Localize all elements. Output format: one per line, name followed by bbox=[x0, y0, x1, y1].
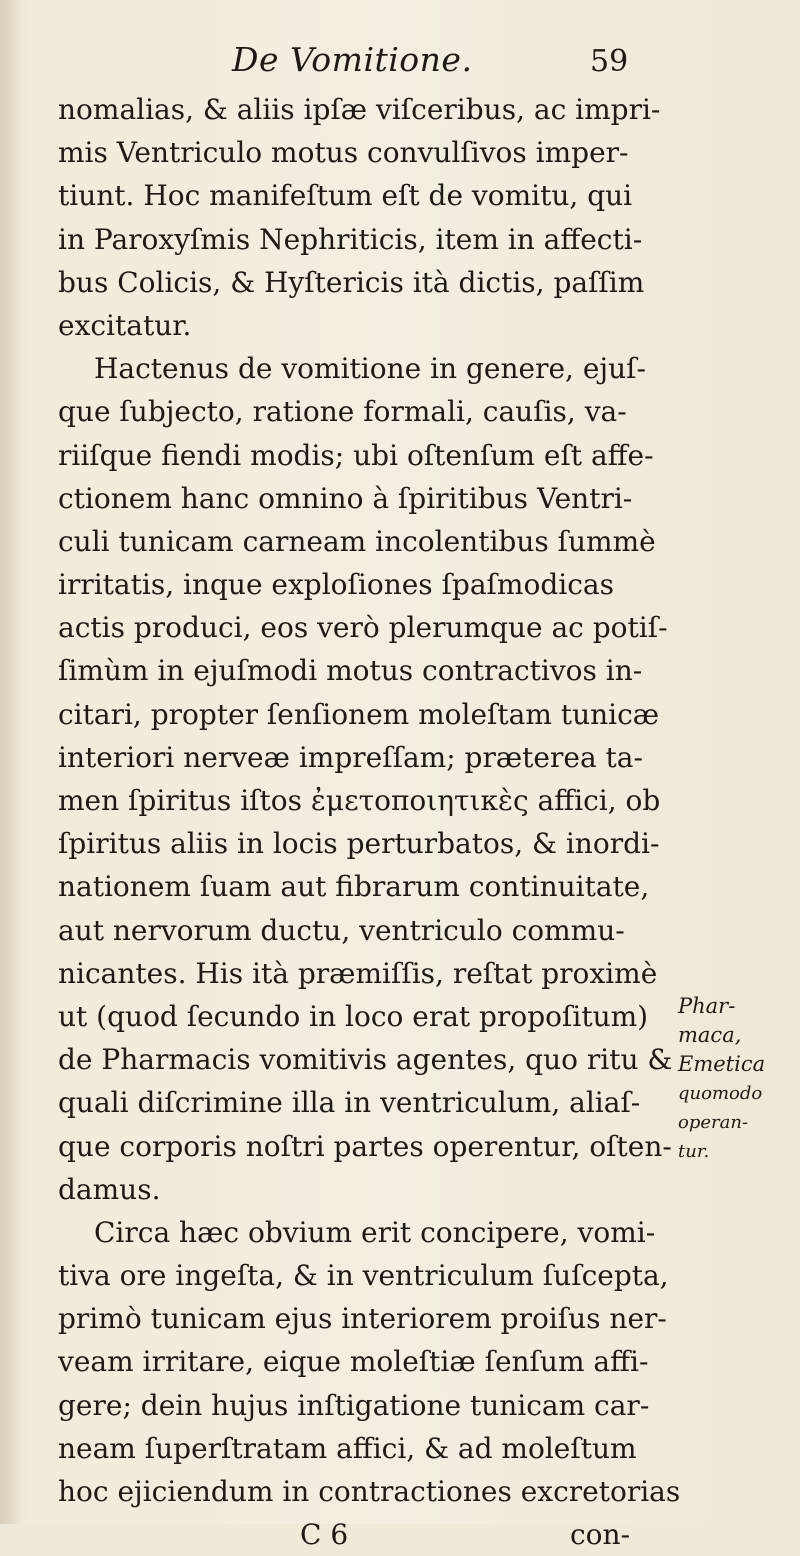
text-line: quali diſcrimine illa in ventriculum, aliaſ- bbox=[58, 1086, 641, 1120]
paragraph-start-line: Hactenus de vomitione in genere, ejuſ- bbox=[94, 352, 646, 386]
text-line: men ſpiritus iſtos ἐμετοποιητικὲς affici, ob bbox=[58, 784, 661, 817]
text-line: nomalias, & aliis ipſæ viſceribus, ac impri- bbox=[58, 93, 661, 126]
text-line: ſpiritus aliis in locis perturbatos, & inordi- bbox=[58, 827, 660, 861]
text-line: ſimùm in ejuſmodi motus contractivos in- bbox=[58, 654, 643, 688]
text-line: tiunt. Hoc manifeſtum eſt de vomitu, qui bbox=[58, 179, 633, 213]
text-line: nicantes. His ità præmiſſis, reſtat proximè bbox=[58, 956, 658, 990]
page-number: 59 bbox=[590, 44, 629, 79]
text-line: in Paroxyſmis Nephriticis, item in affecti- bbox=[58, 222, 643, 256]
margin-note-line: quomodo bbox=[678, 1083, 763, 1104]
signature-mark: C 6 bbox=[300, 1518, 349, 1552]
text-line: hoc ejiciendum in contractiones excretorias bbox=[58, 1475, 681, 1508]
text-line: bus Colicis, & Hyſtericis ità dictis, paſſim bbox=[58, 265, 645, 299]
text-line: gere; dein hujus inſtigatione tunicam car- bbox=[58, 1388, 650, 1422]
text-line: tiva ore ingeſta, & in ventriculum ſuſcepta, bbox=[58, 1259, 669, 1293]
margin-note-line: Phar- bbox=[678, 994, 736, 1018]
text-line: citari, propter ſenſionem moleſtam tunicæ bbox=[58, 697, 660, 731]
margin-note-line: operan- bbox=[678, 1112, 749, 1133]
text-line: interiori nerveæ impreſſam; præterea ta- bbox=[58, 740, 643, 774]
marginal-note bbox=[678, 992, 798, 1166]
text-line: que ſubjecto, ratione formali, cauſis, va- bbox=[58, 395, 627, 429]
text-line: riiſque fiendi modis; ubi oſtenſum eſt affe- bbox=[58, 438, 654, 472]
running-title: De Vomitione. bbox=[232, 40, 473, 79]
text-line: ctionem hanc omnino à ſpiritibus Ventri- bbox=[58, 481, 633, 515]
paragraph-start-line: Circa hæc obvium erit concipere, vomi- bbox=[94, 1215, 656, 1249]
text-line: veam irritare, eique moleſtiæ ſenſum affi- bbox=[58, 1345, 649, 1379]
page-header bbox=[0, 40, 800, 90]
text-line: que corporis noſtri partes operentur, oſten- bbox=[58, 1129, 672, 1163]
text-line: culi tunicam carneam incolentibus ſummè bbox=[58, 524, 656, 558]
text-line: nationem ſuam aut fibrarum continuitate, bbox=[58, 870, 650, 904]
text-line: ut (quod ſecundo in loco erat propoſitum) bbox=[58, 999, 649, 1033]
text-line: de Pharmacis vomitivis agentes, quo ritu & bbox=[58, 1043, 673, 1077]
text-line: mis Ventriculo motus convulſivos imper- bbox=[58, 136, 629, 170]
catchword: con- bbox=[570, 1518, 631, 1552]
signature-line bbox=[58, 1513, 658, 1556]
text-line: irritatis, inque exploſiones ſpaſmodicas bbox=[58, 568, 614, 602]
text-line: aut nervorum ductu, ventriculo commu- bbox=[58, 913, 625, 947]
body-text bbox=[58, 88, 681, 1556]
margin-note-line: maca, bbox=[678, 1023, 742, 1047]
text-line: actis produci, eos verò plerumque ac potiſ- bbox=[58, 611, 668, 645]
margin-note-line: tur. bbox=[678, 1141, 710, 1162]
text-line: primò tunicam ejus interiorem proiſus ner- bbox=[58, 1302, 667, 1336]
text-line: excitatur. bbox=[58, 308, 192, 342]
text-line: damus. bbox=[58, 1172, 161, 1206]
text-line: neam ſuperſtratam affici, & ad moleſtum bbox=[58, 1431, 637, 1465]
page-gutter-shadow bbox=[0, 0, 22, 1524]
margin-note-line: Emetica bbox=[678, 1052, 766, 1076]
